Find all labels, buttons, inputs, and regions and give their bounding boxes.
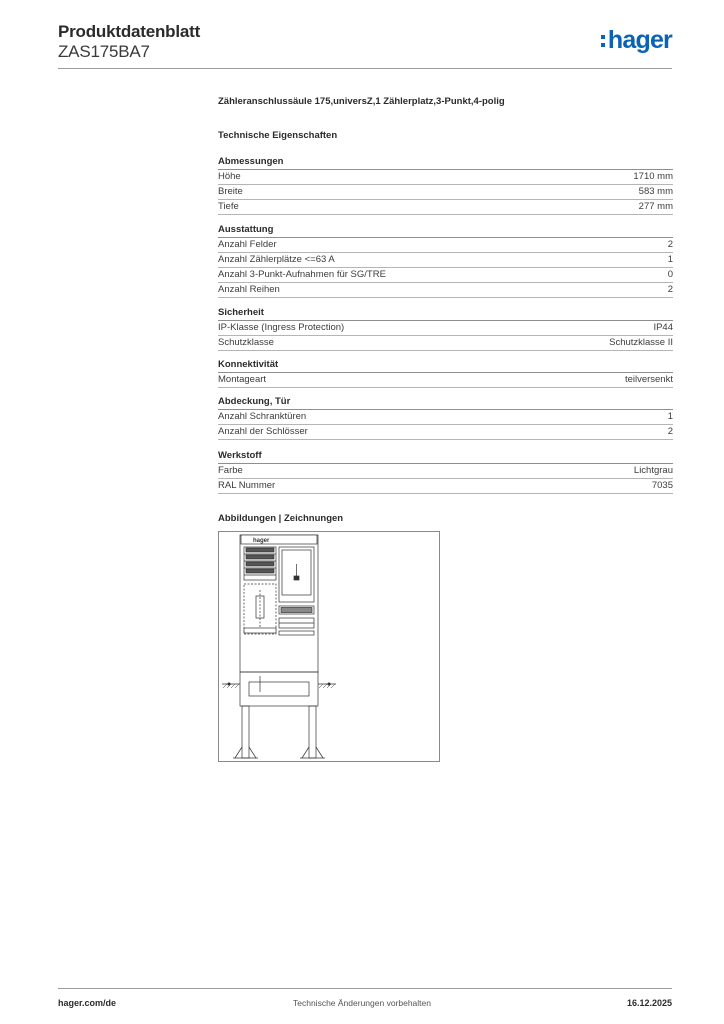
group-konnektivitaet: [218, 358, 673, 388]
row-value: 2: [667, 239, 673, 250]
footer-date: 16.12.2025: [626, 998, 672, 1008]
group-abdeckung-tuer: [218, 395, 673, 440]
table-row: [218, 321, 673, 336]
table-row: [218, 373, 673, 388]
table-row: [218, 253, 673, 268]
table-row: [218, 464, 673, 479]
row-label: Montageart: [218, 374, 267, 385]
row-label: Schutzklasse: [218, 337, 274, 348]
row-label: RAL Nummer: [218, 480, 276, 491]
row-value: 1: [667, 411, 673, 422]
table-row: [218, 425, 673, 440]
group-abmessungen: [218, 155, 673, 215]
row-label: Höhe: [218, 171, 241, 182]
section-heading: Technische Eigenschaften: [218, 130, 338, 141]
row-label: Anzahl 3-Punkt-Aufnahmen für SG/TRE: [218, 269, 386, 280]
header-divider: [58, 68, 672, 69]
group-title: Ausstattung: [218, 223, 673, 238]
figures-heading: Abbildungen | Zeichnungen: [218, 513, 344, 524]
group-title: Werkstoff: [218, 449, 673, 464]
table-row: [218, 479, 673, 494]
row-value: 583 mm: [638, 186, 673, 197]
document-title: Produktdatenblatt: [58, 22, 201, 41]
row-label: IP-Klasse (Ingress Protection): [218, 322, 345, 333]
technical-drawing: [219, 532, 439, 761]
table-row: [218, 410, 673, 425]
group-sicherheit: [218, 306, 673, 351]
row-value: 2: [667, 284, 673, 295]
row-value: 0: [667, 269, 673, 280]
row-label: Farbe: [218, 465, 243, 476]
group-title: Abmessungen: [218, 155, 673, 170]
row-value: teilversenkt: [624, 374, 673, 385]
row-label: Anzahl Felder: [218, 239, 277, 250]
row-value: 1: [667, 254, 673, 265]
footer-divider: [58, 988, 672, 989]
table-row: [218, 336, 673, 351]
row-label: Breite: [218, 186, 243, 197]
group-title: Abdeckung, Tür: [218, 395, 673, 410]
row-value: Lichtgrau: [633, 465, 673, 476]
product-description: Zähleranschlussäule 175,universZ,1 Zählerplatz,3-Punkt,4-polig: [218, 96, 505, 107]
row-value: Schutzklasse II: [609, 337, 673, 348]
footer-website: hager.com/de: [58, 998, 117, 1008]
row-value: IP44: [653, 322, 673, 333]
group-title: Konnektivität: [218, 358, 673, 373]
table-row: [218, 200, 673, 215]
row-value: 7035: [651, 480, 673, 491]
table-row: [218, 185, 673, 200]
row-value: 277 mm: [638, 201, 673, 212]
footer-disclaimer: Technische Änderungen vorbehalten: [293, 998, 431, 1008]
logo-text: hager: [607, 26, 672, 54]
row-value: 1710 mm: [633, 171, 673, 182]
table-row: [218, 238, 673, 253]
row-label: Tiefe: [218, 201, 239, 212]
table-row: [218, 170, 673, 185]
product-code: ZAS175BA7: [58, 42, 150, 61]
drawing-logo-label: hager: [253, 538, 270, 544]
row-label: Anzahl Reihen: [218, 284, 280, 295]
row-label: Anzahl Zählerplätze <=63 A: [218, 254, 335, 265]
row-value: 2: [667, 426, 673, 437]
group-ausstattung: [218, 223, 673, 298]
group-werkstoff: [218, 449, 673, 494]
group-title: Sicherheit: [218, 306, 673, 321]
row-label: Anzahl Schranktüren: [218, 411, 307, 422]
page-header: [58, 20, 672, 68]
hager-logo: [608, 26, 672, 56]
logo-mark-icon: [601, 35, 605, 49]
table-row: [218, 283, 673, 298]
table-row: [218, 268, 673, 283]
row-label: Anzahl der Schlösser: [218, 426, 308, 437]
product-drawing-frame: [218, 531, 440, 762]
